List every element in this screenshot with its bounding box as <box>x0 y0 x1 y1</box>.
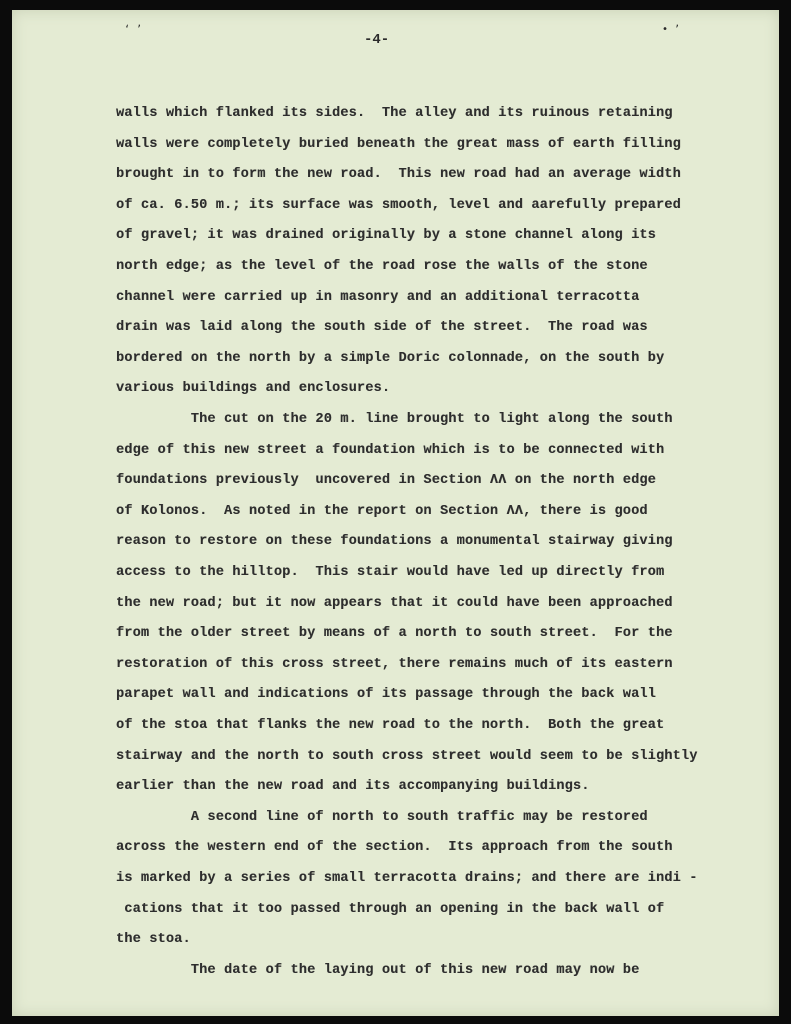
text-line: across the western end of the section. Its approach from the south <box>116 840 673 856</box>
text-line: stairway and the north to south cross street would seem to be slightly <box>116 748 698 764</box>
text-line: the stoa. <box>116 932 191 948</box>
page-number: -4- <box>364 32 390 48</box>
text-line: of ca. 6.50 m.; its surface was smooth, level and aarefully prepared <box>116 197 681 213</box>
document-page <box>12 10 779 1016</box>
text-line: of the stoa that flanks the new road to the north. Both the great <box>116 718 665 733</box>
text-line: north edge; as the level of the road rose the walls of the stone <box>116 259 648 274</box>
text-line: of gravel; it was drained originally by a stone channel along its <box>116 228 656 244</box>
text-line: restoration of this cross street, there remains much of its eastern <box>116 656 673 672</box>
text-line: cations that it too passed through an opening in the back wall of <box>116 901 665 917</box>
corner-mark-right: • ʼ <box>662 24 681 35</box>
text-line: edge of this new street a foundation which is to be connected with <box>116 442 665 458</box>
text-line: earlier than the new road and its accompanying buildings. <box>116 779 590 795</box>
text-line: parapet wall and indications of its passage through the back wall <box>116 687 656 703</box>
text-line: drain was laid along the south side of the street. The road was <box>116 320 648 336</box>
text-line: walls were completely buried beneath the great mass of earth filling <box>116 136 681 152</box>
corner-mark-left: ʻ ʼ <box>124 24 143 35</box>
text-line: access to the hilltop. This stair would have led up directly from <box>116 565 665 580</box>
text-line: bordered on the north by a simple Doric colonnade, on the south by <box>116 350 665 366</box>
text-line: the new road; but it now appears that it could have been approached <box>116 595 673 611</box>
text-line: foundations previously uncovered in Section ΛΛ on the north edge <box>116 473 656 489</box>
text-line: reason to restore on these foundations a monumental stairway giving <box>116 534 673 550</box>
text-line: walls which flanked its sides. The alley and its ruinous retaining <box>116 106 673 121</box>
text-line: channel were carried up in masonry and an additional terracotta <box>116 289 640 305</box>
text-line: various buildings and enclosures. <box>116 381 391 397</box>
text-line: from the older street by means of a north to south street. For the <box>116 626 673 642</box>
text-line: The cut on the 20 m. line brought to light along the south <box>116 412 673 427</box>
text-line: of Kolonos. As noted in the report on Section ΛΛ, there is good <box>116 503 648 519</box>
text-line: is marked by a series of small terracotta drains; and there are indi - <box>116 871 698 886</box>
text-line: brought in to form the new road. This new road had an average width <box>116 167 681 183</box>
text-line: A second line of north to south traffic may be restored <box>116 809 648 825</box>
text-line: The date of the laying out of this new road may now be <box>116 962 640 978</box>
